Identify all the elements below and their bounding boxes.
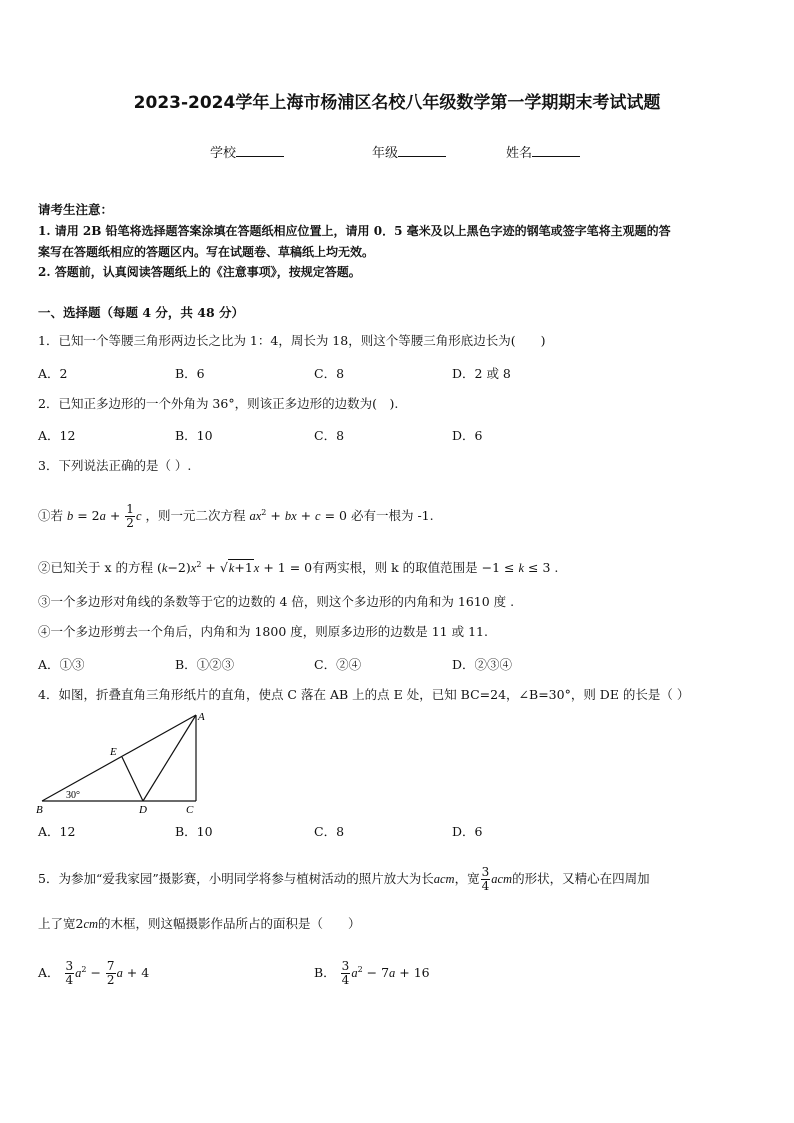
segment-ba <box>42 715 196 801</box>
q3-s2-range: −1 ≤ k ≤ 3 <box>481 560 551 576</box>
q2-option-d[interactable]: D．6 <box>452 428 483 443</box>
fraction-three-quarters: $\frac{3}{4}$ <box>481 865 490 893</box>
q4-triangle-figure <box>30 705 220 817</box>
q3-option-d[interactable]: D．②③④ <box>452 657 513 672</box>
label-e: E <box>110 746 117 758</box>
q1-option-d[interactable]: D．2 或 8 <box>452 366 511 381</box>
q2-option-b[interactable]: B．10 <box>175 428 213 443</box>
q3-s2-equation: $(k-2)x^2 + √k+1x + 1 = 0$ <box>156 560 313 576</box>
q3-option-b[interactable]: B．①②③ <box>175 657 235 672</box>
q3-option-c[interactable]: C．②④ <box>314 657 362 672</box>
grade-blank[interactable] <box>398 144 446 157</box>
q5-stem-middle: ，宽 <box>454 871 480 886</box>
q2-option-a[interactable]: A．12 <box>38 428 76 443</box>
q5-frame-width: 2cm <box>75 916 99 931</box>
q3-s1-prefix: ①若 <box>38 508 64 524</box>
q3-s2-middle: 有两实根，则 k 的取值范围是 <box>312 560 478 576</box>
q4-option-a[interactable]: A．12 <box>38 824 76 839</box>
label-d: D <box>139 804 147 816</box>
notice-line-3: 2. 答题前，认真阅读答题纸上的《注意事项》，按规定答题。 <box>38 265 361 279</box>
page-title: 2023-2024学年上海市杨浦区名校八年级数学第一学期期末考试试题 <box>133 93 661 113</box>
q3-s2-suffix: . <box>554 560 559 576</box>
q5-stem-prefix: 5．为参加“爱我家园”摄影赛，小明同学将参与植树活动的照片放大为长 <box>38 871 434 886</box>
q1-option-a[interactable]: A．2 <box>38 366 68 381</box>
q5-line2-prefix: 上了宽 <box>38 916 76 931</box>
school-field[interactable] <box>210 142 284 161</box>
q3-s1-middle: ，则一元二次方程 <box>145 508 246 524</box>
fraction-three-quarters: $\frac{3}{4}$ <box>341 959 350 988</box>
q3-s1-suffix: 必有一根为 -1. <box>350 508 434 524</box>
segment-ed <box>122 757 143 801</box>
grade-field[interactable] <box>372 142 446 161</box>
fraction-three-quarters: $\frac{3}{4}$ <box>65 959 74 988</box>
label-a: A <box>198 711 205 723</box>
name-field[interactable] <box>506 142 580 161</box>
school-label: 学校 <box>210 146 237 161</box>
q5-stem-suffix: 的形状，又精心在四周加 <box>512 871 650 886</box>
q5-stem-line-1: 5．为参加“爱我家园”摄影赛，小明同学将参与植树活动的照片放大为长acm，宽 $\frac{3}{4}$ acm的形状，又精心在四周加 <box>38 865 650 893</box>
q5-length: acm <box>433 872 455 886</box>
q4-option-b[interactable]: B．10 <box>175 824 213 839</box>
q5-line2-suffix: 的木框，则这幅摄影作品所占的面积是（ ） <box>98 916 361 931</box>
fraction-seven-halves: $\frac{7}{2}$ <box>106 959 115 988</box>
q3-statement-1: ①若 b = 2a + $\frac{1}{2}$ c ，则一元二次方程 $ax^2$ + bx + c = 0 必有一根为 -1. <box>38 502 434 531</box>
q2-option-c[interactable]: C．8 <box>314 428 345 443</box>
q3-s1-formula: b <box>67 509 74 524</box>
q5-option-b[interactable]: B． $\frac{3}{4}$ $a^2 - 7a + 16$ <box>314 959 430 988</box>
fraction-one-half: $\frac{1}{2}$ <box>126 502 134 531</box>
notice-line-2: 案写在答题纸相应的答题区内。写在试题卷、草稿纸上均无效。 <box>38 245 375 259</box>
label-angle-b: 30° <box>66 790 80 801</box>
q5-stem-line-2 <box>38 914 361 934</box>
q5-option-a[interactable]: A． $\frac{3}{4}$ $a^2$ − $\frac{7}{2}$ a + 4 <box>38 959 150 988</box>
q5-option-a-label: A． <box>38 965 60 981</box>
q4-stem: 4．如图，折叠直角三角形纸片的直角，使点 C 落在 AB 上的点 E 处，已知 BC=24，∠B=30°，则 DE 的长是（ ） <box>38 687 690 702</box>
notice-heading: 请考生注意： <box>38 202 114 217</box>
notice-line-1: 1. 请用 2B 铅笔将选择题答案涂填在答题纸相应位置上，请用 0．5 毫米及以上黑色字迹的钢笔或签字笔将主观题的答 <box>38 224 671 238</box>
segment-da <box>143 715 196 801</box>
q3-statement-2 <box>38 555 558 578</box>
q3-option-a[interactable]: A．①③ <box>38 657 85 672</box>
q3-stem: 3．下列说法正确的是（ ）. <box>38 458 192 473</box>
q1-option-c[interactable]: C．8 <box>314 366 345 381</box>
q3-statement-3: ③一个多边形对角线的条数等于它的边数的 4 倍，则这个多边形的内角和为 1610 度 . <box>38 594 515 609</box>
q1-option-b[interactable]: B．6 <box>175 366 205 381</box>
school-blank[interactable] <box>236 144 284 157</box>
q1-stem: 1．已知一个等腰三角形两边长之比为 1：4，周长为 18，则这个等腰三角形底边长为( ) <box>38 333 546 348</box>
q4-option-d[interactable]: D．6 <box>452 824 483 839</box>
name-blank[interactable] <box>532 144 580 157</box>
q4-option-c[interactable]: C．8 <box>314 824 345 839</box>
label-c: C <box>186 804 194 816</box>
q5-option-b-label: B． <box>314 965 336 981</box>
grade-label: 年级 <box>372 146 399 161</box>
q3-statement-4: ④一个多边形剪去一个角后，内角和为 1800 度，则原多边形的边数是 11 或 11. <box>38 624 488 639</box>
q3-s1-equation: $ax^2$ + bx + c = 0 <box>249 508 347 524</box>
q3-s2-prefix: ②已知关于 x 的方程 <box>38 560 153 576</box>
label-b: B <box>36 804 43 816</box>
name-label: 姓名 <box>506 146 533 161</box>
section-heading: 一、选择题（每题 4 分，共 48 分） <box>38 305 245 320</box>
q2-stem: 2．已知正多边形的一个外角为 36°，则该正多边形的边数为( ). <box>38 396 399 411</box>
